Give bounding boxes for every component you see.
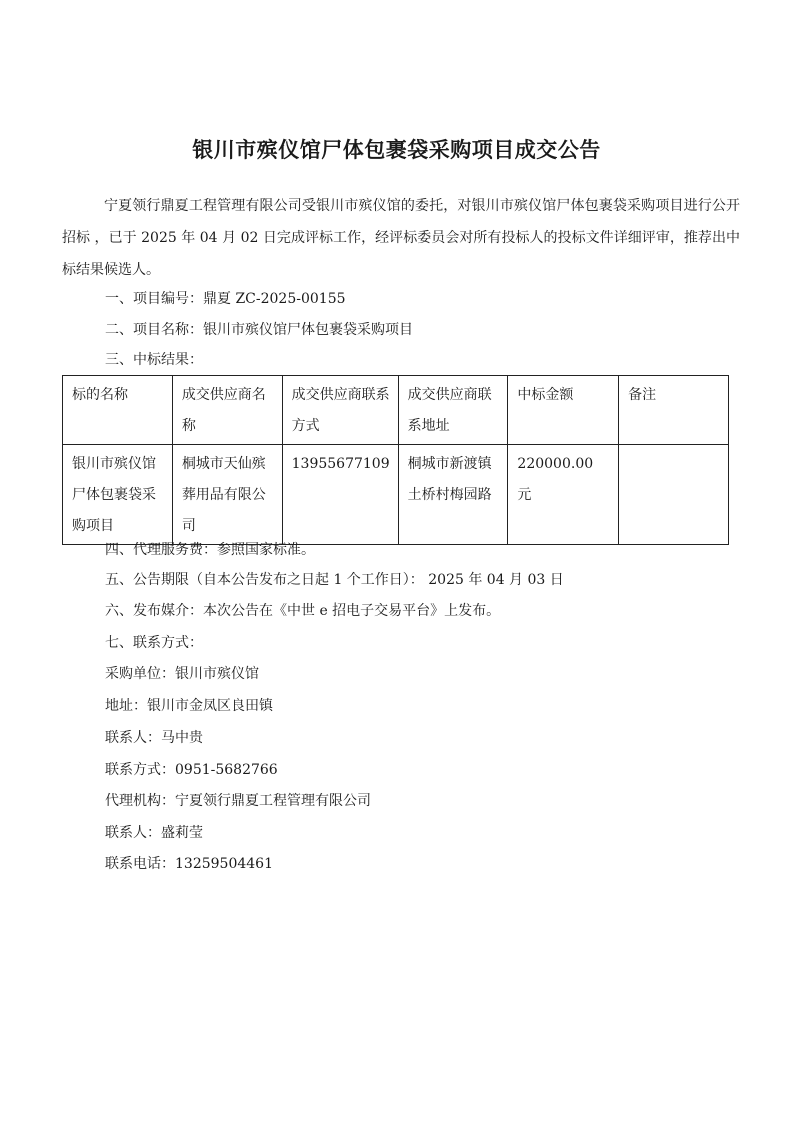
agency-name: 代理机构：宁夏领行鼎夏工程管理有限公司 — [105, 793, 371, 809]
service-fee: 四、代理服务费：参照国家标准。 — [105, 542, 315, 558]
table-cell — [619, 445, 729, 545]
table-header-cell: 备注 — [619, 376, 729, 445]
result-table — [62, 375, 729, 545]
contact-heading: 七、联系方式： — [105, 635, 203, 651]
page-title: 银川市殡仪馆尸体包裹袋采购项目成交公告 — [192, 138, 601, 162]
notice-period: 五、公告期限（自本公告发布之日起 1 个工作日）： 2025 年 04 月 03 日 — [105, 572, 564, 588]
table-header-row — [63, 376, 729, 445]
table-cell: 13955677109 — [282, 445, 398, 545]
table-header-cell: 成交供应商联系方式 — [282, 376, 398, 445]
publish-media: 六、发布媒介：本次公告在《中世 e 招电子交易平台》上发布。 — [105, 603, 501, 619]
project-number: 一、项目编号：鼎夏 ZC-2025-00155 — [105, 291, 346, 307]
table-cell: 银川市殡仪馆尸体包裹袋采购项目 — [63, 445, 173, 545]
buyer-phone: 联系方式：0951-5682766 — [105, 762, 278, 778]
agency-contact: 联系人：盛莉莹 — [105, 825, 203, 841]
intro-paragraph: 宁夏领行鼎夏工程管理有限公司受银川市殡仪馆的委托，对银川市殡仪馆尸体包裹袋采购项目进行公开招标 ，已于 2025 年 04 月 02 日完成评标工作，经评标委员会对所有投标人的投标文件详细评审，推荐出中标结果候选人。 — [62, 198, 740, 278]
table-cell: 桐城市新渡镇土桥村梅园路 — [398, 445, 508, 545]
table-row — [63, 445, 729, 545]
project-name: 二、项目名称：银川市殡仪馆尸体包裹袋采购项目 — [105, 322, 413, 338]
table-header-cell: 成交供应商名称 — [172, 376, 282, 445]
buyer-contact: 联系人：马中贵 — [105, 730, 203, 746]
table-header-cell: 成交供应商联系地址 — [398, 376, 508, 445]
result-heading: 三、中标结果： — [105, 352, 203, 368]
agency-phone: 联系电话：13259504461 — [105, 856, 273, 872]
table-cell: 220000.00 元 — [508, 445, 619, 545]
table-cell: 桐城市天仙殡葬用品有限公司 — [172, 445, 282, 545]
table-header-cell: 中标金额 — [508, 376, 619, 445]
table-header-cell: 标的名称 — [63, 376, 173, 445]
buyer-address: 地址：银川市金凤区良田镇 — [105, 698, 273, 714]
buyer-unit: 采购单位：银川市殡仪馆 — [105, 666, 259, 682]
